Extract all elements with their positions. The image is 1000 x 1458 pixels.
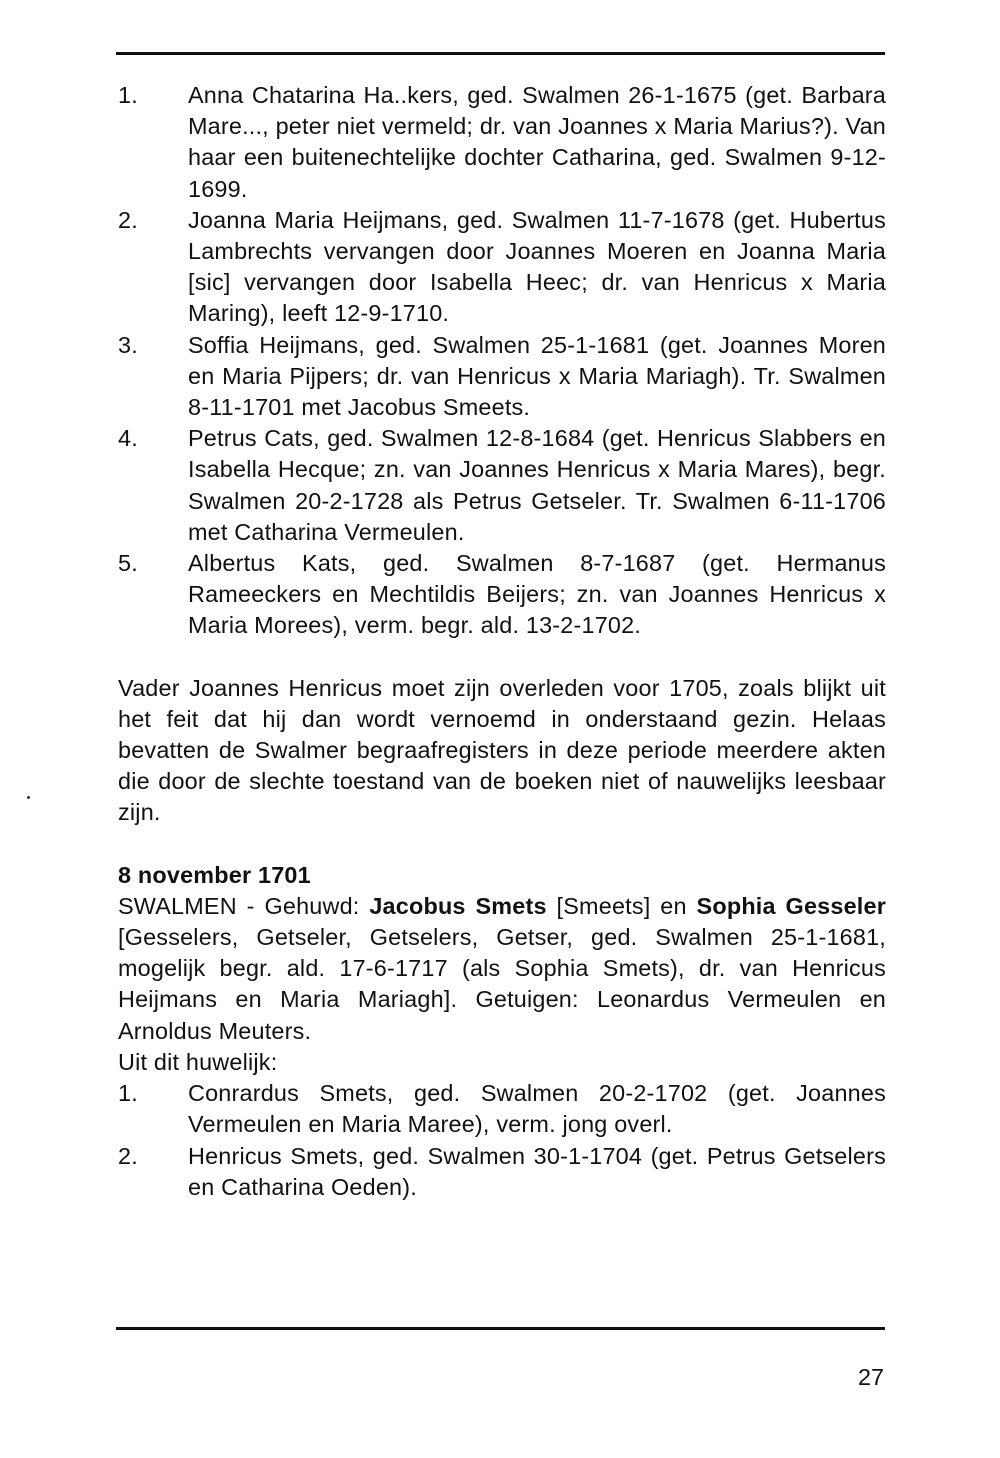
- list-item-text: Anna Chatarina Ha..kers, ged. Swalmen 26-1-1675 (get. Barbara Mare..., peter niet vermeld; dr. van Joannes x Maria Marius?). Van haar een buitenechtelijke dochter Catharina, ged. Swalmen 9-12-1699.: [188, 82, 886, 202]
- list-item-text: Albertus Kats, ged. Swalmen 8-7-1687 (get. Hermanus Rameeckers en Mechtildis Beijers; zn. van Joannes Henricus x Maria Morees), verm. begr. ald. 13-2-1702.: [188, 550, 886, 639]
- top-rule: [116, 52, 885, 55]
- bottom-rule: [116, 1327, 885, 1330]
- list-item: [118, 1078, 886, 1140]
- spacer: [118, 829, 886, 860]
- list-item-text: Joanna Maria Heijmans, ged. Swalmen 11-7-1678 (get. Hubertus Lambrechts vervangen door Joannes Moeren en Joanna Maria [sic] vervangen door Isabella Heec; dr. van Henricus x Maria Maring), leeft 12-9-1710.: [188, 206, 886, 327]
- bride-name: Sophia Gesseler: [696, 892, 886, 919]
- section-date-heading: 8 november 1701: [118, 861, 311, 888]
- page-content: [118, 80, 886, 1203]
- list-item-number: 3.: [118, 331, 138, 358]
- list-item-number: 1.: [118, 1080, 138, 1107]
- list-item-number: 2.: [118, 206, 138, 233]
- marriage-record: [118, 891, 886, 1047]
- list-item: [118, 330, 886, 424]
- scan-speck: [27, 796, 30, 799]
- bride-detail: [Gesselers, Getseler, Getselers, Getser, ged. Swalmen 25-1-1681, mogelijk begr. ald. 17-6-1717 (als Sophia Smets), dr. van Henricus Heijmans en Maria Mariagh]. Getuigen: Leonardus Vermeulen en Arnoldus Meuters.: [118, 924, 886, 1044]
- list-item-text: Conrardus Smets, ged. Swalmen 20-2-1702 (get. Joannes Vermeulen en Maria Maree), verm. jong overl.: [188, 1080, 886, 1138]
- list-item: [118, 423, 886, 548]
- list-item: [118, 1141, 886, 1203]
- list-item-text: Henricus Smets, ged. Swalmen 30-1-1704 (get. Petrus Getselers en Catharina Oeden).: [188, 1142, 886, 1200]
- body-paragraph: Vader Joannes Henricus moet zijn overleden voor 1705, zoals blijkt uit het feit dat hij dan wordt vernoemd in onderstaand gezin. Helaas bevatten de Swalmer begraafregisters in deze periode meerdere akten die door de slechte toestand van de boeken niet of nauwelijks leesbaar zijn.: [118, 674, 886, 826]
- children-intro: Uit dit huwelijk:: [118, 1048, 278, 1075]
- groom-name: Jacobus Smets: [369, 892, 547, 919]
- marriage-place: SWALMEN - Gehuwd:: [118, 892, 370, 919]
- list-item: [118, 205, 886, 330]
- list-item: [118, 80, 886, 205]
- list-item-number: 5.: [118, 550, 138, 577]
- groom-detail: [Smeets] en: [546, 892, 697, 919]
- spacer: [118, 642, 886, 673]
- list-item-number: 2.: [118, 1142, 138, 1169]
- page-number: 27: [857, 1364, 884, 1390]
- list-item: [118, 548, 886, 642]
- list-item-text: Soffia Heijmans, ged. Swalmen 25-1-1681 (get. Joannes Moren en Maria Pijpers; dr. van Henricus x Maria Mariagh). Tr. Swalmen 8-11-1701 met Jacobus Smeets.: [188, 331, 886, 421]
- list-item-text: Petrus Cats, ged. Swalmen 12-8-1684 (get. Henricus Slabbers en Isabella Hecque; zn. van Joannes Henricus x Maria Mares), begr. Swalmen 20-2-1728 als Petrus Getseler. Tr. Swalmen 6-11-1706 met Catharina Vermeulen.: [188, 425, 886, 545]
- list-item-number: 4.: [118, 425, 138, 452]
- list-item-number: 1.: [118, 82, 138, 108]
